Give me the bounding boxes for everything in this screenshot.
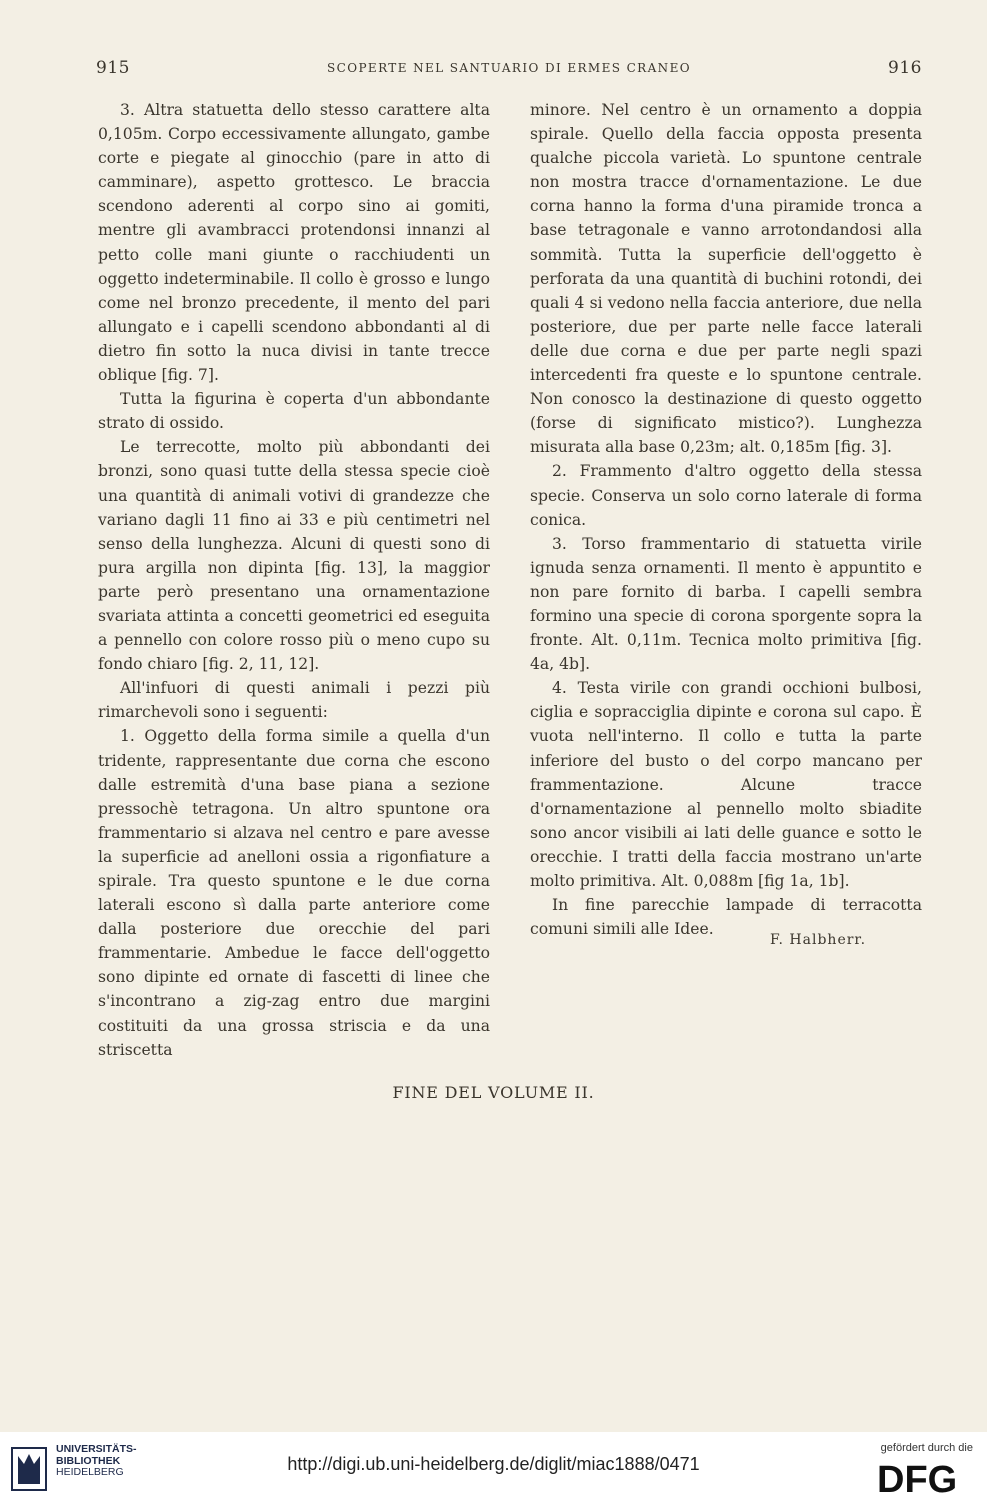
- running-title: SCOPERTE NEL SANTUARIO DI ERMES CRANEO: [327, 61, 691, 75]
- left-column: [98, 98, 490, 1062]
- paragraph: Le terrecotte, molto più abbondanti dei bronzi, sono quasi tutte della stessa specie cioè una quantità di animali votivi di grandezze che variano dagli 11 fino ai 33 e più centimetri nel senso della lunghezza. Alcuni di questi sono di pura argilla non dipinta [fig. 13], la maggior parte però presentano una ornamentazione svariata attinta a concetti geometrici ed eseguita a pennello con colore rosso più o meno cupo su fondo chiaro [fig. 2, 11, 12].: [98, 438, 490, 674]
- end-of-volume-note: FINE DEL VOLUME II.: [392, 1083, 595, 1102]
- paragraph: minore. Nel centro è un ornamento a doppia spirale. Quello della faccia opposta presenta qualche piccola varietà. Lo spuntone centrale non mostra tracce d'ornamentazione. Le due corna hanno la forma d'una piramide tronca a base tetragonale e vanno arrotondandosi alla sommità. Tutta la superficie dell'oggetto è perforata da una quantità di buchini rotondi, dei quali 4 si vedono nella faccia anteriore, due nella posteriore, due per parte nelle facce laterali delle due corna e due per parte negli spazi intercedenti fra queste e lo spuntone centrale. Non conosco la destinazione di questo oggetto (forse di significato mistico?). Lunghezza misurata alla base 0,23m; alt. 0,185m [fig. 3].: [530, 101, 922, 457]
- digitization-footer: [0, 1432, 987, 1508]
- paragraph: All'infuori di questi animali i pezzi più rimarchevoli sono i seguenti:: [98, 679, 490, 722]
- paragraph: 2. Frammento d'altro oggetto della stessa specie. Conserva un solo corno laterale di forma conica.: [530, 462, 922, 529]
- right-column: [530, 98, 922, 941]
- svg-text:DFG: DFG: [877, 1460, 958, 1496]
- funding-caption: gefördert durch die: [880, 1442, 973, 1454]
- paragraph: 3. Altra statuetta dello stesso carattere alta 0,105m. Corpo eccessivamente allungato, gambe corte e piegate al ginocchio (pare in atto di camminare), aspetto grottesco. Le braccia scendono aderenti al corpo sino ai gomiti, mentre gli avambracci protendonsi innanzi al petto colle mani giunte o racchiudenti un oggetto indeterminabile. Il collo è grosso e lungo come nel bronzo precedente, il mento del pari allungato e i capelli scendono abbondanti al di dietro fin sotto la nuca divisi in tante trecce oblique [fig. 7].: [98, 101, 490, 385]
- library-name: UNIVERSITÄTS- BIBLIOTHEK HEIDELBERG: [56, 1443, 137, 1478]
- paragraph: Tutta la figurina è coperta d'un abbondante strato di ossido.: [98, 390, 490, 433]
- left-page-number: 915: [96, 58, 130, 78]
- page-header: [96, 58, 922, 82]
- author-signature: F. Halbherr.: [770, 932, 867, 948]
- right-page-number: 916: [888, 58, 922, 78]
- paragraph: 4. Testa virile con grandi occhioni bulbosi, ciglia e sopracciglia dipinte e corona sul capo. È vuota nell'interno. Il collo e tutta la parte inferiore del busto o del corpo mancano per frammentazione. Alcune tracce d'ornamentazione al pennello molto sbiadite sono ancor visibili ai lati delle guance e sotto le orecchie. I tratti della faccia mostrano un'arte molto primitiva. Alt. 0,088m [fig 1a, 1b].: [530, 679, 922, 890]
- paragraph: 1. Oggetto della forma simile a quella d'un tridente, rappresentante due corna che escono dalle estremità d'una base piana a sezione pressochè tetragona. Un altro spuntone ora frammentario si alzava nel centro e pare avesse la superficie ad anelloni ossia a rigonfiature a spirale. Tra questo spuntone e le due corna laterali escono sì dalla parte anteriore come dalla posteriore due orecchie del pari frammentarie. Ambedue le facce dell'oggetto sono dipinte ed ornate di fascetti di linee che s'incontrano a zig-zag entro due margini costituiti da una grossa striscia e da una striscetta: [98, 727, 490, 1059]
- dfg-logo-icon: [877, 1460, 973, 1496]
- paragraph: In fine parecchie lampade di terracotta comuni simili alle Idee.: [530, 896, 922, 939]
- paragraph: 3. Torso frammentario di statuetta virile ignuda senza ornamenti. Il mento è appuntito e non pare fornito di barba. I capelli sembra formino una specie di corona sporgente sopra la fronte. Alt. 0,11m. Tecnica molto primitiva [fig. 4a, 4b].: [530, 534, 922, 674]
- source-url-link[interactable]: http://digi.ub.uni-heidelberg.de/diglit/miac1888/0471: [287, 1454, 700, 1474]
